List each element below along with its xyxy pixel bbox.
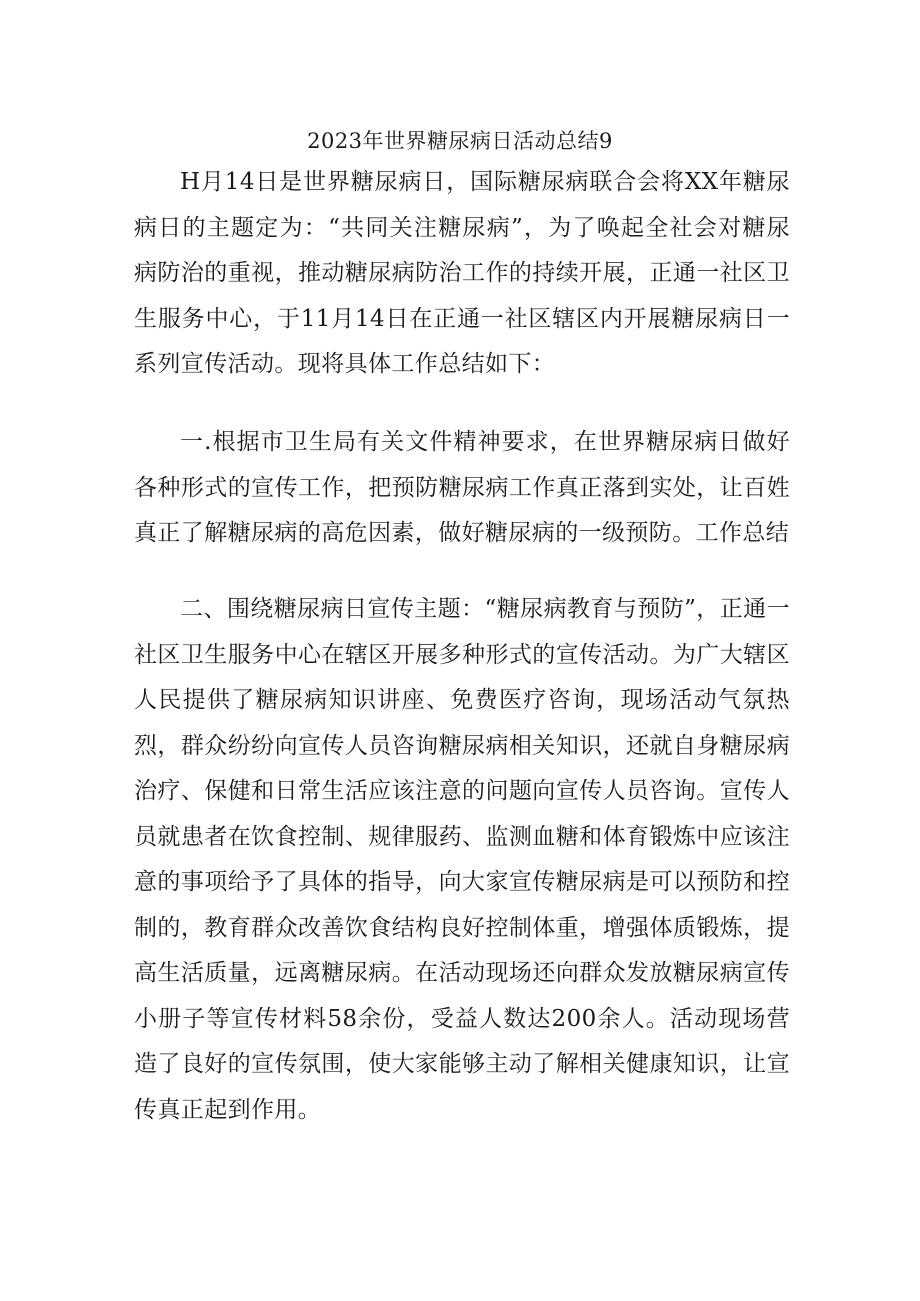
paragraph-section-two: 二、围绕糖尿病日宣传主题：“糖尿病教育与预防”，正通一社区卫生服务中心在辖区开展多种形式的宣传活动。为广大辖区人民提供了糖尿病知识讲座、免费医疗咨询，现场活动气氛热烈，群众纷纷向宣传人员咨询糖尿病相关知识，还就自身糖尿病治疗、保健和日常生活应该注意的问题向宣传人员咨询。宣传人员就患者在饮食控制、规律服药、监测血糖和体育锻炼中应该注意的事项给予了具体的指导，向大家宣传糖尿病是可以预防和控制的，教育群众改善饮食结构良好控制体重，增强体质锻炼，提高生活质量，远离糖尿病。在活动现场还向群众发放糖尿病宣传小册子等宣传材料58余份，受益人数达200余人。活动现场营造了良好的宣传氛围，使大家能够主动了解相关健康知识，让宣传真正起到作用。 — [134, 596, 790, 1123]
paragraph-section-one: 一.根据市卫生局有关文件精神要求，在世界糖尿病日做好各种形式的宣传工作，把预防糖尿病工作真正落到实处，让百姓真正了解糖尿病的高危因素，做好糖尿病的一级预防。工作总结 — [134, 429, 790, 546]
paragraph-intro: H月14日是世界糖尿病日，国际糖尿病联合会将XX年糖尿病日的主题定为：“共同关注糖尿病”，为了唤起全社会对糖尿病防治的重视，推动糖尿病防治工作的持续开展，正通一社区卫生服务中心，于11月14日在正通一社区辖区内开展糖尿病日一系列宣传活动。现将具体工作总结如下： — [134, 169, 790, 377]
document-title: 2023年世界糖尿病日活动总结9 — [307, 129, 613, 153]
